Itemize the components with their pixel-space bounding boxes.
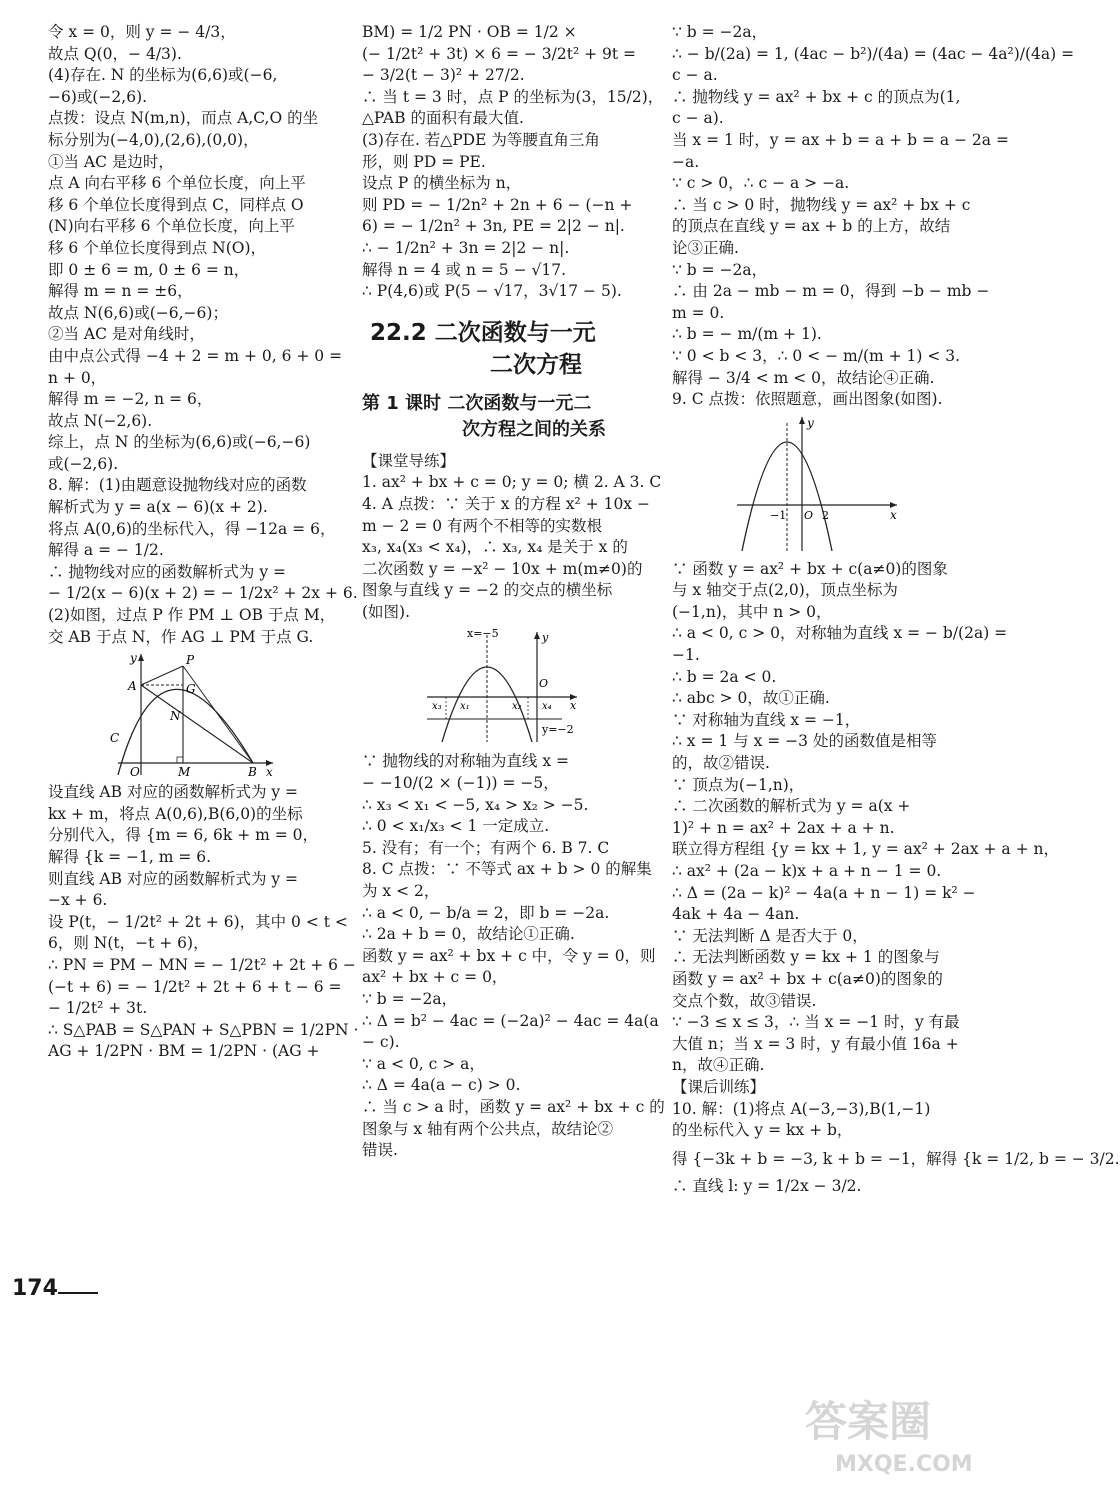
text-line: 移 6 个单位长度得到点 C，同样点 O [48,195,304,214]
text-line: 4. A 点拨：∵ 关于 x 的方程 x² + 10x − [362,494,650,513]
fig3-label: x [890,507,897,522]
text-line: − c). [362,1033,400,1052]
page-number: 174 [12,1276,58,1301]
fig2-label: x₁ [460,701,470,713]
section-title-line-1: 22.2 二次函数与一元 [370,319,596,346]
text-line: ∵ b = −2a， [672,260,768,279]
text-line: ∴ b = − m/(m + 1). [672,325,822,344]
fig1-label: P [186,653,195,668]
text-line: 函数 y = ax² + bx + c 中，令 y = 0，则 [362,946,656,965]
text-line: ②当 AC 是对角线时， [48,325,205,344]
text-line: ∴ 无法判断函数 y = kx + 1 的图象与 [672,948,940,967]
watermark-bottom: MXQE.COM [835,1452,973,1477]
text-line: ∴ 抛物线 y = ax² + bx + c 的顶点为(1, [672,87,961,106]
text-line: (−t + 6) = − 1/2t² + 2t + 6 + t − 6 = [48,977,342,996]
text-line: 4ak + 4a − 4an. [672,905,800,924]
text-line: 1. ax² + bx + c = 0; y = 0; 横 2. A 3. C [362,473,662,492]
text-line: 大值 n；当 x = 3 时，y 有最小值 16a + [672,1034,959,1053]
column-2-text-bottom [362,751,665,1161]
fig1-label: O [130,765,140,780]
text-line: 交 AB 于点 N，作 AG ⊥ PM 于点 G. [48,627,314,646]
text-line: ∵ 0 < b < 3，∴ 0 < − m/(m + 1) < 3. [672,346,961,365]
text-line: 的坐标代入 y = kx + b， [672,1121,853,1140]
text-line: 交点个数，故③错误. [672,991,817,1010]
text-line: ∴ a < 0, c > 0，对称轴为直线 x = − b/(2a) = [672,624,1008,643]
column-3-text [672,22,1075,411]
text-line: 9. C 点拨：依照题意，画出图象(如图). [672,390,943,409]
text-line: 移 6 个单位长度得到点 N(O)， [48,238,267,257]
column-1 [48,22,359,1063]
text-line: (如图). [362,602,411,621]
text-line: (3)存在. 若△PDE 为等腰直角三角 [362,130,600,149]
fig2-label: x₃ [432,701,442,713]
text-line: n + 0， [48,368,107,387]
text-line: 联立得方程组 {y = kx + 1, y = ax² + 2ax + a + n， [672,840,1059,859]
fig3-label: 2 [822,508,829,522]
text-line: ∴ 直线 l: y = 1/2x − 3/2. [672,1176,862,1195]
text-line: 故点 N(−2,6). [48,411,153,430]
text-line: 图象与 x 轴有两个公共点，故结论② [362,1119,614,1138]
text-line: 将点 A(0,6)的坐标代入，得 −12a = 6， [48,519,336,538]
text-line: ∵ 抛物线的对称轴为直线 x = [362,752,570,771]
text-line: c − a. [672,66,718,85]
text-line: 解得 − 3/4 < m < 0，故结论④正确. [672,368,935,387]
column-3-text-bottom [672,559,1120,1198]
text-line: BM) = 1/2 PN · OB = 1/2 × [362,23,577,41]
fig2-label: x=−5 [467,627,499,641]
text-line: 8. C 点拨：∵ 不等式 ax + b > 0 的解集 [362,860,652,879]
text-line: ∴ x₃ < x₁ < −5, x₄ > x₂ > −5. [362,795,589,814]
text-line: ∴ 当 c > 0 时，抛物线 y = ax² + bx + c [672,195,971,214]
text-line: ∵ c > 0，∴ c − a > −a. [672,174,850,193]
text-line: 令 x = 0，则 y = − 4/3， [48,23,236,41]
text-line: ∴ 二次函数的解析式为 y = a(x + [672,797,911,816]
text-line: 则 PD = − 1/2n² + 2n + 6 − (−n + [362,195,633,214]
fig3-label: y [807,415,814,430]
figure-parabola-vertex-minus-1 [732,413,902,553]
text-line: 6) = − 1/2n² + 3n, PE = 2|2 − n|. [362,217,625,236]
text-line: ∴ ax² + (2a − k)x + a + n − 1 = 0. [672,862,942,880]
text-line: (−1,n)，其中 n > 0， [672,602,832,621]
fig2-label: x₂ [512,701,522,713]
text-line: (2)如图，过点 P 作 PM ⊥ OB 于点 M， [48,606,336,625]
fig1-label: C [110,731,120,746]
text-line: 的，故②错误. [672,754,770,773]
lesson-title-line-2: 次方程之间的关系 [462,418,606,440]
text-line: (4)存在. N 的坐标为(6,6)或(−6, [48,66,278,85]
text-line: 【课堂导练】 [362,451,456,470]
text-line: − 1/2t² + 3t. [48,999,148,1018]
text-line: 解得 m = −2, n = 6， [48,390,213,409]
text-line: kx + m，将点 A(0,6),B(6,0)的坐标 [48,804,303,823]
text-line: (− 1/2t² + 3t) × 6 = − 3/2t² + 9t = [362,44,637,63]
fig1-label: A [128,679,137,694]
text-line: 解得 n = 4 或 n = 5 − √17. [362,260,567,279]
text-line: ∴ abc > 0，故①正确. [672,689,830,708]
text-line: △PAB 的面积有最大值. [362,109,524,128]
text-line: 标分别为(−4,0),(2,6),(0,0)， [48,130,259,149]
text-line: ∵ b = −2a， [672,23,768,41]
text-line: ∵ −3 ≤ x ≤ 3，∴ 当 x = −1 时，y 有最 [672,1013,960,1032]
text-line: ∴ Δ = (2a − k)² − 4a(a + n − 1) = k² − [672,883,976,902]
text-line: ∴ − b/(2a) = 1, (4ac − b²)/(4a) = (4ac − 4a²)/(4a) = [672,44,1075,63]
text-line: ∴ Δ = b² − 4ac = (−2a)² − 4ac = 4a(a [362,1011,659,1030]
fig1-label: y [130,651,137,666]
fig1-label: x [266,765,273,780]
text-line: ①当 AC 是边时， [48,152,174,171]
text-line: 图象与直线 y = −2 的交点的横坐标 [362,581,613,600]
fig1-label: M [178,765,191,780]
text-line: ∴ 当 t = 3 时，点 P 的坐标为(3，15/2)， [362,87,664,106]
page-number-rule [58,1292,98,1294]
fig2-label: x [570,699,577,713]
text-line: ∴ 抛物线对应的函数解析式为 y = [48,562,287,581]
text-line: 二次函数 y = −x² − 10x + m(m≠0)的 [362,559,643,578]
text-line: 当 x = 1 时，y = ax + b = a + b = a − 2a = [672,130,1009,149]
text-line: 5. 没有；有一个；有两个 6. B 7. C [362,838,610,857]
text-line: ∵ b = −2a， [362,990,458,1008]
text-line: AG + 1/2PN · BM = 1/2PN · (AG + [48,1042,320,1061]
text-line: − −10/(2 × (−1)) = −5， [362,774,559,793]
fig3-label: O [804,508,814,522]
text-line: −a. [672,152,700,171]
column-2-text-mid [362,451,662,624]
text-line: ∴ 2a + b = 0，故结论①正确. [362,925,575,944]
fig2-label: O [539,677,549,691]
text-line: 形，则 PD = PE. [362,152,486,171]
text-line: ∴ P(4,6)或 P(5 − √17，3√17 − 5). [362,282,622,301]
text-line: (N)向右平移 6 个单位长度，向上平 [48,217,295,236]
fig2-label: y [542,631,549,645]
text-line: 解析式为 y = a(x − 6)(x + 2). [48,498,268,517]
text-line: 解得 a = − 1/2. [48,541,164,560]
column-1-text-continued [48,782,359,1063]
text-line: ∵ 函数 y = ax² + bx + c(a≠0)的图象 [672,559,948,578]
text-line: ∴ 当 c > a 时，函数 y = ax² + bx + c 的 [362,1097,665,1116]
text-line: ∴ 由 2a − mb − m = 0，得到 −b − mb − [672,282,990,301]
text-line: ∴ − 1/2n² + 3n = 2|2 − n|. [362,238,570,257]
text-line: ax² + bx + c = 0， [362,968,508,987]
text-line: ∴ a < 0, − b/a = 2，即 b = −2a. [362,903,610,922]
text-line: 即 0 ± 6 = m, 0 ± 6 = n， [48,260,250,279]
text-line: 综上，点 N 的坐标为(6,6)或(−6,−6) [48,433,311,452]
text-line: ∴ b = 2a < 0. [672,667,777,686]
text-line: 的顶点在直线 y = ax + b 的上方，故结 [672,217,951,236]
figure-parabola-y-minus-2 [422,627,582,747]
text-line: 则直线 AB 对应的函数解析式为 y = [48,869,299,888]
text-line: ∴ x = 1 与 x = −3 处的函数值是相等 [672,732,937,751]
text-line: 点拨：设点 N(m,n)，而点 A,C,O 的坐 [48,109,319,128]
text-line: 错误. [362,1141,398,1160]
lesson-title [362,391,630,443]
text-line: 设 P(t，− 1/2t² + 2t + 6)，其中 0 < t < [48,912,348,931]
fig2-label: x₄ [542,701,552,713]
text-line: 得 {−3k + b = −3, k + b = −1，解得 {k = 1/2, b = − 3/2. [672,1149,1120,1168]
text-line: ∵ 顶点为(−1,n)， [672,775,805,794]
text-line: −1. [672,646,700,665]
text-line: 函数 y = ax² + bx + c(a≠0)的图象的 [672,969,943,988]
watermark-top: 答案圈 [805,1397,932,1446]
lesson-title-line-1: 第 1 课时 二次函数与一元二 [362,392,592,414]
text-line: − 1/2(x − 6)(x + 2) = − 1/2x² + 2x + 6. [48,584,358,603]
figure-parabola-pab [108,650,278,778]
text-line: ∴ S△PAB = S△PAN + S△PBN = 1/2PN · [48,1020,359,1039]
text-line: 设直线 AB 对应的函数解析式为 y = [48,783,299,802]
text-line: 设点 P 的横坐标为 n， [362,174,522,193]
text-line: ∵ 无法判断 Δ 是否大于 0， [672,926,868,945]
watermark-logo [790,1386,990,1481]
text-line: 10. 解：(1)将点 A(−3,−3),B(1,−1) [672,1099,931,1118]
fig1-label: N [170,709,181,724]
text-line: m = 0. [672,303,725,322]
text-line: 故点 N(6,6)或(−6,−6)； [48,303,228,322]
column-2-text [362,22,664,303]
text-line: − 3/2(t − 3)² + 27/2. [362,66,525,85]
text-line: ∴ 0 < x₁/x₃ < 1 一定成立. [362,817,550,836]
text-line: ∴ PN = PM − MN = − 1/2t² + 2t + 6 − [48,955,356,974]
text-line: 解得 {k = −1, m = 6. [48,848,212,866]
text-line: 6，则 N(t，−t + 6)， [48,934,209,953]
text-line: −x + 6. [48,891,108,910]
text-line: ∵ 对称轴为直线 x = −1， [672,710,861,729]
text-line: 为 x < 2， [362,882,440,901]
text-line: n，故④正确. [672,1056,765,1075]
text-line: c − a). [672,109,724,128]
text-line: −6)或(−2,6). [48,87,148,106]
fig3-label: −1 [770,508,787,522]
text-line: ∵ a < 0, c > a， [362,1054,485,1073]
text-line: m − 2 = 0 有两个不相等的实数根 [362,516,603,535]
text-line: 与 x 轴交于点(2,0)，顶点坐标为 [672,581,898,600]
text-line: 或(−2,6). [48,454,119,473]
text-line: 故点 Q(0，− 4/3). [48,44,182,63]
text-line: ∴ Δ = 4a(a − c) > 0. [362,1076,521,1095]
text-line: 解得 m = n = ±6， [48,282,193,301]
column-1-text [48,22,358,648]
text-line: 分别代入，得 {m = 6, 6k + m = 0， [48,826,319,845]
text-line: 8. 解：(1)由题意设抛物线对应的函数 [48,476,307,495]
fig1-label: G [186,682,196,697]
text-line: 论③正确. [672,238,739,257]
column-2 [362,22,665,1162]
section-title [370,317,630,381]
text-line: x₃, x₄(x₃ < x₄)，∴ x₃, x₄ 是关于 x 的 [362,538,628,557]
column-3 [672,22,1120,1197]
fig2-label: y=−2 [542,723,574,737]
section-title-line-2: 二次方程 [490,351,582,378]
text-line: 由中点公式得 −4 + 2 = m + 0, 6 + 0 = [48,346,343,365]
text-line: 点 A 向右平移 6 个单位长度，向上平 [48,174,306,193]
text-line: 1)² + n = ax² + 2ax + a + n. [672,818,895,837]
text-line: 【课后训练】 [672,1077,766,1096]
fig1-label: B [248,765,257,780]
